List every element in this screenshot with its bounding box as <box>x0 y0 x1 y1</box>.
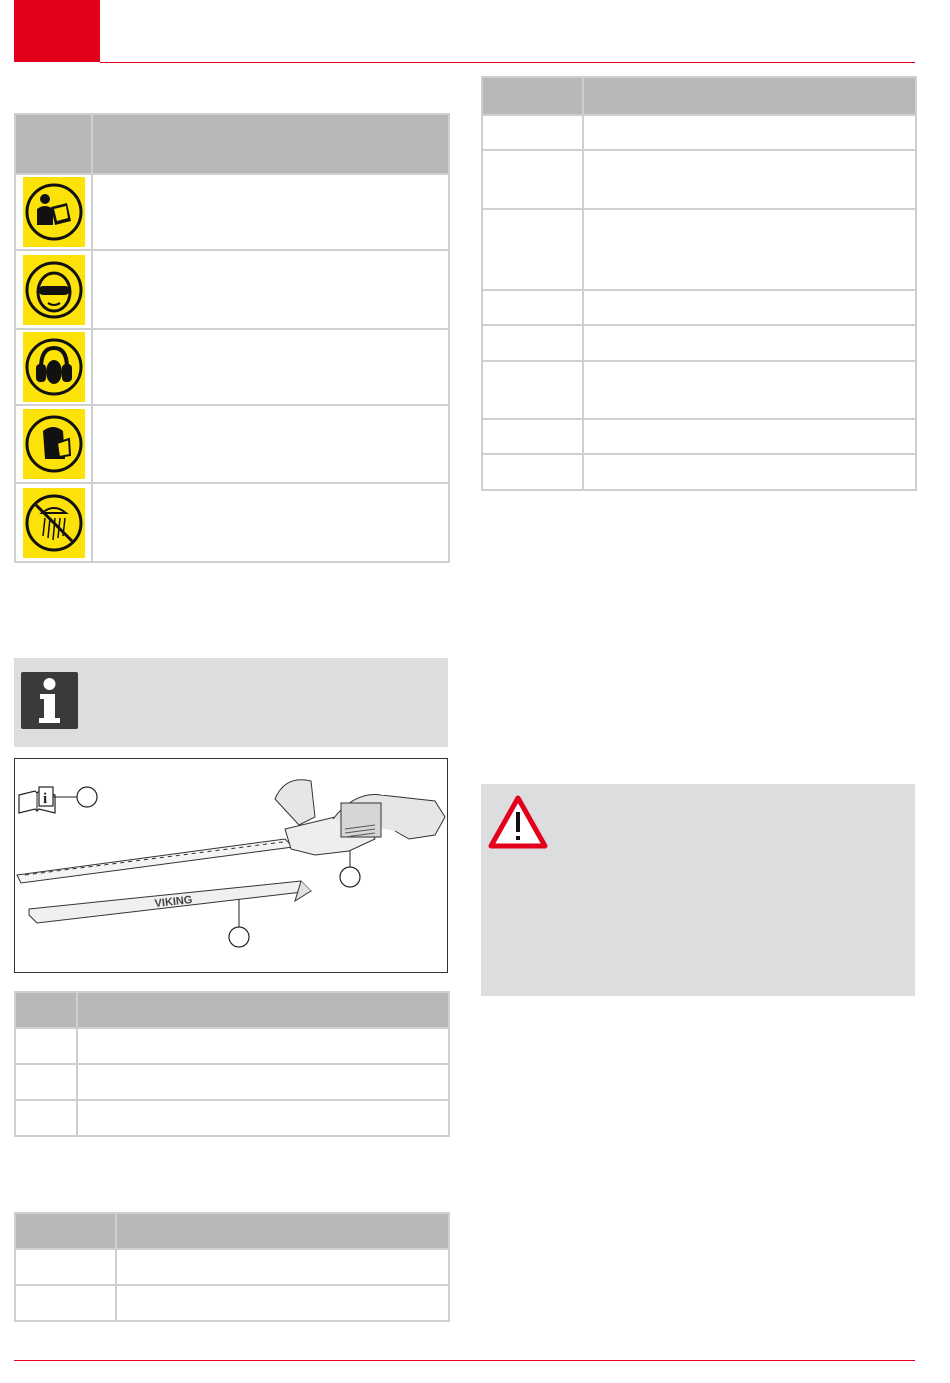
table-cell <box>583 325 916 361</box>
callout-1 <box>77 787 97 807</box>
table-cell <box>583 290 916 325</box>
parts-header-col1 <box>15 992 77 1028</box>
symbol-desc-2 <box>92 250 449 329</box>
blade-guard-illustration <box>29 881 311 923</box>
symbols-header-col2 <box>92 114 449 174</box>
table-cell <box>583 150 916 209</box>
symbol-desc-5 <box>92 483 449 562</box>
header-rule <box>100 62 915 63</box>
warning-note <box>481 784 915 996</box>
small-table <box>14 1212 450 1322</box>
eye-protection-icon <box>23 255 85 325</box>
symbol-desc-3 <box>92 329 449 405</box>
table-cell <box>77 1100 449 1136</box>
table-cell <box>15 1100 77 1136</box>
parts-header-col2 <box>77 992 449 1028</box>
table-cell <box>116 1285 449 1321</box>
table-cell <box>583 419 916 454</box>
table-cell <box>482 419 583 454</box>
symbols-header-col1 <box>15 114 92 174</box>
table-cell <box>482 454 583 490</box>
callout-2 <box>340 867 360 887</box>
respiratory-protection-icon <box>23 409 85 479</box>
table-cell <box>116 1249 449 1285</box>
symbol-desc-4 <box>92 405 449 483</box>
right-header-col1 <box>482 77 583 115</box>
right-header-col2 <box>583 77 916 115</box>
table-cell <box>583 454 916 490</box>
table-cell <box>482 325 583 361</box>
no-rain-icon <box>23 488 85 558</box>
parts-table <box>14 991 450 1137</box>
table-cell <box>482 150 583 209</box>
info-note <box>14 658 448 747</box>
table-cell <box>77 1064 449 1100</box>
table-cell <box>15 1064 77 1100</box>
small-header-col2 <box>116 1213 449 1249</box>
table-cell <box>583 361 916 419</box>
symbol-desc-1 <box>92 174 449 250</box>
chapter-tab <box>14 0 100 62</box>
right-table <box>481 76 917 491</box>
symbols-table <box>14 113 450 563</box>
info-icon <box>21 672 78 729</box>
table-cell <box>15 1249 116 1285</box>
table-cell <box>482 115 583 150</box>
table-cell <box>583 209 916 290</box>
table-cell <box>583 115 916 150</box>
table-cell <box>77 1028 449 1064</box>
table-cell <box>482 290 583 325</box>
table-cell <box>482 361 583 419</box>
table-cell <box>15 1028 77 1064</box>
blade-guard-brand-print: VIKING <box>154 894 194 910</box>
manual-info-icon <box>19 787 77 813</box>
table-cell <box>482 209 583 290</box>
svg-text:i: i <box>43 791 48 807</box>
ear-protection-icon <box>23 332 85 402</box>
product-figure <box>14 758 448 973</box>
table-cell <box>15 1285 116 1321</box>
read-manual-icon <box>23 177 85 247</box>
footer-rule <box>14 1360 915 1361</box>
callout-3 <box>229 927 249 947</box>
small-header-col1 <box>15 1213 116 1249</box>
warning-triangle-icon <box>487 794 549 850</box>
